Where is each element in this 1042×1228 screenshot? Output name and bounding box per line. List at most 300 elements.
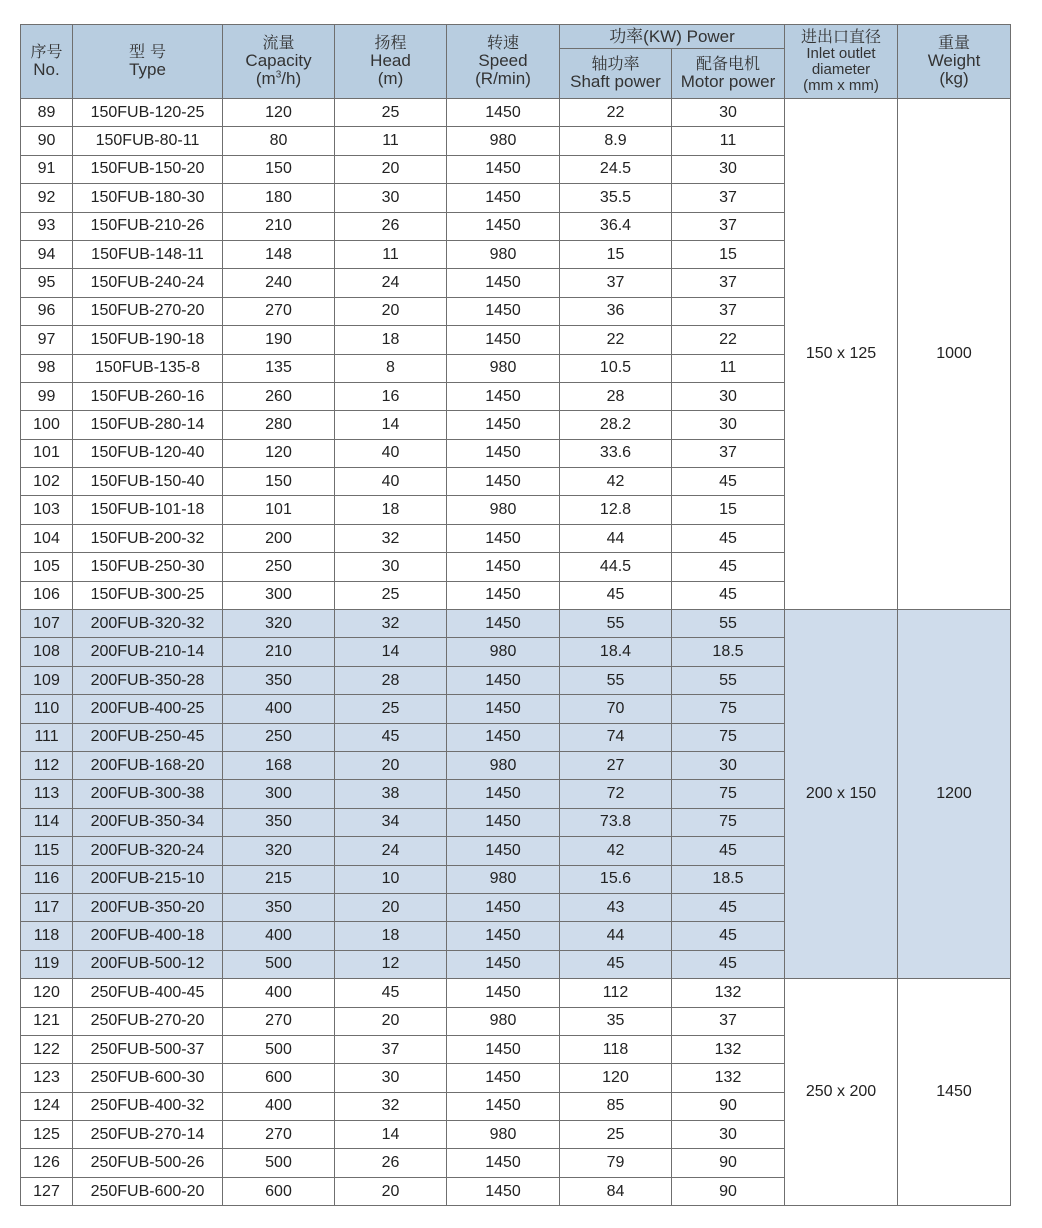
header-diameter-cn: 进出口直径 xyxy=(800,27,881,47)
header-type-cn: 型 号 xyxy=(128,42,167,62)
cell-motor-power: 11 xyxy=(672,127,785,155)
cell-no: 89 xyxy=(21,99,73,127)
cell-shaft-power: 18.4 xyxy=(560,638,672,666)
cell-no: 101 xyxy=(21,439,73,467)
header-weight-cn: 重量 xyxy=(937,33,970,53)
cell-capacity: 270 xyxy=(223,1007,335,1035)
cell-capacity: 350 xyxy=(223,893,335,921)
cell-head: 20 xyxy=(335,155,447,183)
cell-head: 25 xyxy=(335,581,447,609)
cell-head: 20 xyxy=(335,1177,447,1205)
cell-head: 34 xyxy=(335,808,447,836)
table-row xyxy=(21,979,1011,1007)
table-row xyxy=(21,99,1011,127)
cell-motor-power: 45 xyxy=(672,837,785,865)
cell-head: 32 xyxy=(335,524,447,552)
cell-motor-power: 132 xyxy=(672,979,785,1007)
cell-capacity: 300 xyxy=(223,581,335,609)
cell-type: 150FUB-180-30 xyxy=(73,184,223,212)
cell-motor-power: 11 xyxy=(672,354,785,382)
cell-head: 32 xyxy=(335,1092,447,1120)
cell-type: 150FUB-200-32 xyxy=(73,524,223,552)
cell-type: 250FUB-500-37 xyxy=(73,1035,223,1063)
cell-speed: 1450 xyxy=(447,99,560,127)
cell-diameter: 250 x 200 xyxy=(785,979,898,1206)
cell-motor-power: 45 xyxy=(672,581,785,609)
cell-no: 102 xyxy=(21,468,73,496)
cell-shaft-power: 42 xyxy=(560,837,672,865)
cell-motor-power: 55 xyxy=(672,666,785,694)
cell-capacity: 120 xyxy=(223,99,335,127)
cell-no: 105 xyxy=(21,553,73,581)
cell-head: 24 xyxy=(335,837,447,865)
cell-type: 150FUB-148-11 xyxy=(73,240,223,268)
header-no xyxy=(21,25,73,99)
cell-head: 11 xyxy=(335,240,447,268)
cell-capacity: 270 xyxy=(223,1121,335,1149)
cell-type: 150FUB-210-26 xyxy=(73,212,223,240)
cell-motor-power: 45 xyxy=(672,922,785,950)
cell-head: 38 xyxy=(335,780,447,808)
cell-motor-power: 90 xyxy=(672,1149,785,1177)
cell-shaft-power: 44.5 xyxy=(560,553,672,581)
header-capacity-cn: 流量 xyxy=(262,33,295,53)
cell-head: 45 xyxy=(335,723,447,751)
cell-head: 10 xyxy=(335,865,447,893)
cell-motor-power: 22 xyxy=(672,326,785,354)
cell-shaft-power: 28.2 xyxy=(560,411,672,439)
cell-speed: 980 xyxy=(447,354,560,382)
cell-shaft-power: 70 xyxy=(560,695,672,723)
cell-type: 200FUB-250-45 xyxy=(73,723,223,751)
header-head xyxy=(335,25,447,99)
cell-speed: 1450 xyxy=(447,382,560,410)
cell-no: 95 xyxy=(21,269,73,297)
cell-head: 40 xyxy=(335,468,447,496)
cell-speed: 1450 xyxy=(447,269,560,297)
cell-no: 124 xyxy=(21,1092,73,1120)
cell-type: 200FUB-320-32 xyxy=(73,610,223,638)
cell-head: 14 xyxy=(335,1121,447,1149)
cell-motor-power: 45 xyxy=(672,553,785,581)
table-body xyxy=(21,99,1011,1206)
cell-speed: 1450 xyxy=(447,297,560,325)
cell-no: 122 xyxy=(21,1035,73,1063)
cell-speed: 1450 xyxy=(447,695,560,723)
cell-weight: 1000 xyxy=(898,99,1011,610)
cell-head: 11 xyxy=(335,127,447,155)
cell-head: 30 xyxy=(335,184,447,212)
cell-type: 200FUB-320-24 xyxy=(73,837,223,865)
cell-capacity: 500 xyxy=(223,1035,335,1063)
cell-type: 250FUB-270-14 xyxy=(73,1121,223,1149)
cell-type: 150FUB-150-40 xyxy=(73,468,223,496)
cell-head: 25 xyxy=(335,99,447,127)
cell-no: 104 xyxy=(21,524,73,552)
cell-no: 111 xyxy=(21,723,73,751)
cell-no: 99 xyxy=(21,382,73,410)
cell-speed: 1450 xyxy=(447,155,560,183)
cell-motor-power: 45 xyxy=(672,950,785,978)
cell-head: 40 xyxy=(335,439,447,467)
cell-no: 94 xyxy=(21,240,73,268)
cell-type: 200FUB-350-34 xyxy=(73,808,223,836)
header-power-label: 功率(KW) Power xyxy=(609,26,735,46)
header-shaft-power xyxy=(560,49,672,99)
header-weight-en: Weight xyxy=(927,51,981,71)
cell-capacity: 101 xyxy=(223,496,335,524)
cell-shaft-power: 45 xyxy=(560,581,672,609)
header-shaft-cn: 轴功率 xyxy=(591,54,640,74)
cell-no: 97 xyxy=(21,326,73,354)
cell-shaft-power: 44 xyxy=(560,524,672,552)
cell-motor-power: 45 xyxy=(672,468,785,496)
cell-head: 28 xyxy=(335,666,447,694)
cell-motor-power: 15 xyxy=(672,240,785,268)
cell-no: 127 xyxy=(21,1177,73,1205)
cell-speed: 1450 xyxy=(447,610,560,638)
cell-head: 20 xyxy=(335,297,447,325)
cell-motor-power: 37 xyxy=(672,297,785,325)
cell-type: 150FUB-101-18 xyxy=(73,496,223,524)
cell-capacity: 180 xyxy=(223,184,335,212)
cell-capacity: 210 xyxy=(223,638,335,666)
cell-shaft-power: 79 xyxy=(560,1149,672,1177)
header-type xyxy=(73,25,223,99)
cell-no: 109 xyxy=(21,666,73,694)
cell-motor-power: 37 xyxy=(672,439,785,467)
cell-shaft-power: 55 xyxy=(560,666,672,694)
cell-motor-power: 18.5 xyxy=(672,638,785,666)
cell-speed: 980 xyxy=(447,1007,560,1035)
cell-shaft-power: 120 xyxy=(560,1064,672,1092)
cell-motor-power: 75 xyxy=(672,723,785,751)
cell-head: 14 xyxy=(335,638,447,666)
cell-no: 114 xyxy=(21,808,73,836)
cell-capacity: 148 xyxy=(223,240,335,268)
cell-speed: 980 xyxy=(447,751,560,779)
cell-speed: 1450 xyxy=(447,468,560,496)
cell-capacity: 80 xyxy=(223,127,335,155)
table-row xyxy=(21,610,1011,638)
cell-shaft-power: 33.6 xyxy=(560,439,672,467)
cell-weight: 1450 xyxy=(898,979,1011,1206)
cell-speed: 980 xyxy=(447,240,560,268)
cell-diameter: 200 x 150 xyxy=(785,610,898,979)
cell-type: 150FUB-135-8 xyxy=(73,354,223,382)
cell-head: 26 xyxy=(335,1149,447,1177)
cell-no: 108 xyxy=(21,638,73,666)
cell-type: 150FUB-260-16 xyxy=(73,382,223,410)
cell-shaft-power: 25 xyxy=(560,1121,672,1149)
cell-shaft-power: 10.5 xyxy=(560,354,672,382)
cell-head: 18 xyxy=(335,922,447,950)
cell-weight: 1200 xyxy=(898,610,1011,979)
cell-capacity: 260 xyxy=(223,382,335,410)
cell-speed: 1450 xyxy=(447,837,560,865)
header-weight-unit: (kg) xyxy=(939,68,969,88)
cell-head: 20 xyxy=(335,1007,447,1035)
cell-speed: 1450 xyxy=(447,184,560,212)
cell-motor-power: 75 xyxy=(672,808,785,836)
cell-capacity: 240 xyxy=(223,269,335,297)
cell-no: 110 xyxy=(21,695,73,723)
cell-head: 37 xyxy=(335,1035,447,1063)
cell-speed: 1450 xyxy=(447,723,560,751)
cell-motor-power: 30 xyxy=(672,99,785,127)
cell-motor-power: 132 xyxy=(672,1064,785,1092)
cell-head: 18 xyxy=(335,326,447,354)
cell-shaft-power: 37 xyxy=(560,269,672,297)
cell-no: 91 xyxy=(21,155,73,183)
cell-capacity: 320 xyxy=(223,610,335,638)
cell-speed: 1450 xyxy=(447,979,560,1007)
cell-type: 250FUB-600-20 xyxy=(73,1177,223,1205)
cell-capacity: 500 xyxy=(223,950,335,978)
cell-diameter: 150 x 125 xyxy=(785,99,898,610)
cell-no: 125 xyxy=(21,1121,73,1149)
cell-head: 20 xyxy=(335,893,447,921)
cell-no: 126 xyxy=(21,1149,73,1177)
cell-head: 26 xyxy=(335,212,447,240)
cell-no: 100 xyxy=(21,411,73,439)
header-capacity-en: Capacity xyxy=(245,51,312,71)
cell-no: 115 xyxy=(21,837,73,865)
cell-shaft-power: 72 xyxy=(560,780,672,808)
cell-capacity: 600 xyxy=(223,1177,335,1205)
cell-shaft-power: 36 xyxy=(560,297,672,325)
cell-no: 90 xyxy=(21,127,73,155)
cell-head: 45 xyxy=(335,979,447,1007)
cell-type: 250FUB-400-32 xyxy=(73,1092,223,1120)
header-diameter-en2: diameter xyxy=(811,61,871,79)
cell-type: 200FUB-500-12 xyxy=(73,950,223,978)
cell-shaft-power: 85 xyxy=(560,1092,672,1120)
cell-speed: 1450 xyxy=(447,950,560,978)
cell-type: 150FUB-150-20 xyxy=(73,155,223,183)
cell-capacity: 500 xyxy=(223,1149,335,1177)
cell-head: 12 xyxy=(335,950,447,978)
header-motor-cn: 配备电机 xyxy=(695,54,760,74)
cell-speed: 1450 xyxy=(447,893,560,921)
cell-motor-power: 30 xyxy=(672,751,785,779)
header-speed-cn: 转速 xyxy=(486,33,519,53)
header-weight xyxy=(898,25,1011,99)
header-speed-en: Speed xyxy=(478,51,528,71)
cell-type: 150FUB-280-14 xyxy=(73,411,223,439)
cell-capacity: 320 xyxy=(223,837,335,865)
cell-capacity: 350 xyxy=(223,808,335,836)
header-speed-unit: (R/min) xyxy=(475,68,531,88)
cell-head: 8 xyxy=(335,354,447,382)
header-power-group xyxy=(560,25,785,49)
header-motor-en: Motor power xyxy=(680,71,776,91)
cell-head: 25 xyxy=(335,695,447,723)
table-header xyxy=(21,25,1011,99)
header-diameter-en1: Inlet outlet xyxy=(806,45,876,63)
cell-type: 200FUB-215-10 xyxy=(73,865,223,893)
cell-type: 200FUB-300-38 xyxy=(73,780,223,808)
cell-speed: 1450 xyxy=(447,1092,560,1120)
cell-capacity: 190 xyxy=(223,326,335,354)
cell-shaft-power: 22 xyxy=(560,99,672,127)
cell-motor-power: 37 xyxy=(672,212,785,240)
pump-spec-table xyxy=(20,24,1011,1206)
cell-speed: 1450 xyxy=(447,326,560,354)
cell-capacity: 250 xyxy=(223,723,335,751)
cell-motor-power: 55 xyxy=(672,610,785,638)
cell-type: 150FUB-190-18 xyxy=(73,326,223,354)
cell-no: 107 xyxy=(21,610,73,638)
cell-capacity: 150 xyxy=(223,468,335,496)
cell-shaft-power: 112 xyxy=(560,979,672,1007)
cell-speed: 980 xyxy=(447,638,560,666)
cell-no: 103 xyxy=(21,496,73,524)
cell-motor-power: 75 xyxy=(672,695,785,723)
cell-motor-power: 15 xyxy=(672,496,785,524)
cell-head: 14 xyxy=(335,411,447,439)
cell-type: 250FUB-500-26 xyxy=(73,1149,223,1177)
cell-type: 150FUB-80-11 xyxy=(73,127,223,155)
cell-shaft-power: 74 xyxy=(560,723,672,751)
cell-speed: 1450 xyxy=(447,524,560,552)
cell-type: 200FUB-350-20 xyxy=(73,893,223,921)
cell-speed: 1450 xyxy=(447,1177,560,1205)
cell-capacity: 200 xyxy=(223,524,335,552)
cell-capacity: 400 xyxy=(223,695,335,723)
cell-no: 116 xyxy=(21,865,73,893)
cell-head: 16 xyxy=(335,382,447,410)
cell-shaft-power: 73.8 xyxy=(560,808,672,836)
cell-motor-power: 37 xyxy=(672,269,785,297)
cell-head: 18 xyxy=(335,496,447,524)
cell-motor-power: 132 xyxy=(672,1035,785,1063)
cell-motor-power: 18.5 xyxy=(672,865,785,893)
cell-type: 150FUB-240-24 xyxy=(73,269,223,297)
cell-motor-power: 45 xyxy=(672,524,785,552)
cell-capacity: 120 xyxy=(223,439,335,467)
cell-shaft-power: 15 xyxy=(560,240,672,268)
header-head-cn: 扬程 xyxy=(374,33,407,53)
cell-speed: 1450 xyxy=(447,411,560,439)
cell-speed: 1450 xyxy=(447,1064,560,1092)
header-no-cn: 序号 xyxy=(30,42,63,62)
cell-capacity: 400 xyxy=(223,1092,335,1120)
header-capacity xyxy=(223,25,335,99)
cell-type: 200FUB-400-18 xyxy=(73,922,223,950)
cell-head: 30 xyxy=(335,1064,447,1092)
cell-speed: 1450 xyxy=(447,1035,560,1063)
header-diameter-unit: (mm x mm) xyxy=(803,76,879,94)
cell-capacity: 400 xyxy=(223,922,335,950)
cell-shaft-power: 84 xyxy=(560,1177,672,1205)
cell-motor-power: 30 xyxy=(672,155,785,183)
cell-no: 96 xyxy=(21,297,73,325)
header-shaft-en: Shaft power xyxy=(570,71,661,91)
cell-capacity: 600 xyxy=(223,1064,335,1092)
cell-shaft-power: 27 xyxy=(560,751,672,779)
cell-shaft-power: 28 xyxy=(560,382,672,410)
cell-shaft-power: 12.8 xyxy=(560,496,672,524)
cell-speed: 1450 xyxy=(447,1149,560,1177)
cell-motor-power: 45 xyxy=(672,893,785,921)
cell-type: 250FUB-400-45 xyxy=(73,979,223,1007)
cell-capacity: 210 xyxy=(223,212,335,240)
cell-type: 250FUB-270-20 xyxy=(73,1007,223,1035)
cell-type: 200FUB-168-20 xyxy=(73,751,223,779)
cell-capacity: 280 xyxy=(223,411,335,439)
cell-shaft-power: 118 xyxy=(560,1035,672,1063)
cell-capacity: 215 xyxy=(223,865,335,893)
cell-shaft-power: 55 xyxy=(560,610,672,638)
header-motor-power xyxy=(672,49,785,99)
cell-speed: 1450 xyxy=(447,212,560,240)
cell-motor-power: 30 xyxy=(672,382,785,410)
cell-motor-power: 75 xyxy=(672,780,785,808)
cell-no: 98 xyxy=(21,354,73,382)
cell-capacity: 135 xyxy=(223,354,335,382)
cell-shaft-power: 44 xyxy=(560,922,672,950)
cell-capacity: 150 xyxy=(223,155,335,183)
cell-shaft-power: 8.9 xyxy=(560,127,672,155)
cell-speed: 980 xyxy=(447,865,560,893)
cell-speed: 1450 xyxy=(447,780,560,808)
cell-head: 20 xyxy=(335,751,447,779)
cell-no: 106 xyxy=(21,581,73,609)
cell-type: 200FUB-350-28 xyxy=(73,666,223,694)
cell-speed: 980 xyxy=(447,496,560,524)
header-type-en: Type xyxy=(129,59,166,79)
cell-no: 117 xyxy=(21,893,73,921)
cell-no: 93 xyxy=(21,212,73,240)
cell-motor-power: 37 xyxy=(672,1007,785,1035)
cell-no: 123 xyxy=(21,1064,73,1092)
header-head-en: Head xyxy=(370,51,411,71)
cell-speed: 980 xyxy=(447,127,560,155)
cell-head: 30 xyxy=(335,553,447,581)
cell-no: 113 xyxy=(21,780,73,808)
cell-speed: 980 xyxy=(447,1121,560,1149)
cell-capacity: 300 xyxy=(223,780,335,808)
cell-head: 32 xyxy=(335,610,447,638)
cell-capacity: 250 xyxy=(223,553,335,581)
cell-no: 121 xyxy=(21,1007,73,1035)
cell-type: 150FUB-270-20 xyxy=(73,297,223,325)
cell-type: 250FUB-600-30 xyxy=(73,1064,223,1092)
cell-speed: 1450 xyxy=(447,581,560,609)
cell-type: 200FUB-400-25 xyxy=(73,695,223,723)
cell-shaft-power: 35.5 xyxy=(560,184,672,212)
cell-capacity: 350 xyxy=(223,666,335,694)
cell-shaft-power: 36.4 xyxy=(560,212,672,240)
cell-capacity: 168 xyxy=(223,751,335,779)
header-capacity-unit: $(m^3/h)$ xyxy=(255,68,302,88)
cell-no: 92 xyxy=(21,184,73,212)
cell-type: 150FUB-250-30 xyxy=(73,553,223,581)
cell-type: 150FUB-120-40 xyxy=(73,439,223,467)
cell-speed: 1450 xyxy=(447,666,560,694)
cell-no: 119 xyxy=(21,950,73,978)
cell-speed: 1450 xyxy=(447,553,560,581)
cell-shaft-power: 45 xyxy=(560,950,672,978)
cell-speed: 1450 xyxy=(447,439,560,467)
cell-capacity: 400 xyxy=(223,979,335,1007)
cell-motor-power: 37 xyxy=(672,184,785,212)
header-head-unit: (m) xyxy=(377,68,404,88)
cell-type: 150FUB-120-25 xyxy=(73,99,223,127)
header-diameter xyxy=(785,25,898,99)
cell-shaft-power: 43 xyxy=(560,893,672,921)
